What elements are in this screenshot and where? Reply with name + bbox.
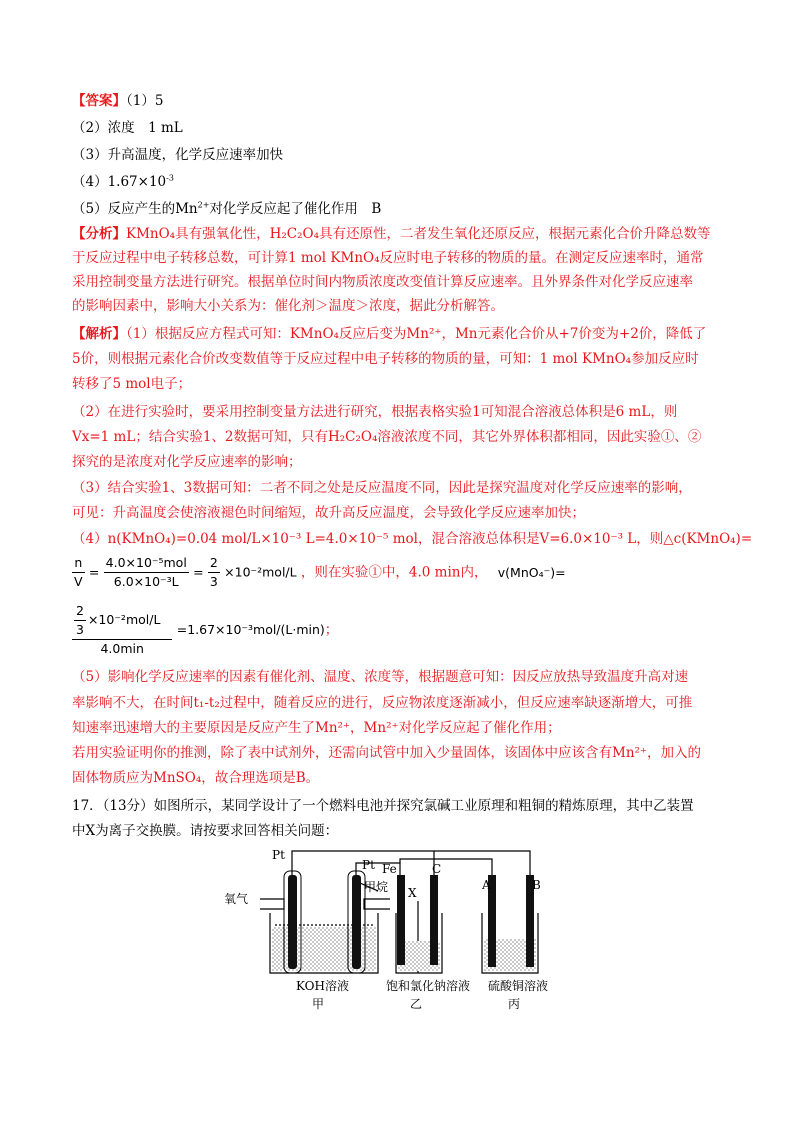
solution-5-line-3: 知速率迅速增大的主要原因是反应产生了Mn²⁺，Mn²⁺对化学反应起了催化作用； (72, 720, 561, 736)
solution-2-line-1: （2）在进行实验时，要采用控制变量方法进行研究，根据表格实验1可知混合溶液总体积是6 mL，则 (72, 404, 678, 420)
label-nacl-solution: 饱和氯化钠溶液 (386, 979, 471, 993)
wire-fe-to-a (400, 859, 492, 875)
answer-line-2: （2）浓度 1 mL (72, 120, 183, 136)
solution-2-line-2: Vx=1 mL；结合实验1、2数据可知，只有H₂C₂O₄溶液浓度不同，其它外界体积都相同，因此实验①、② (72, 429, 702, 445)
label-fe: Fe (382, 862, 397, 876)
electrochemistry-apparatus-figure (220, 845, 580, 1015)
label-pt-1: Pt (272, 848, 285, 862)
wire-c-to-b (434, 851, 530, 875)
label-cell-bing: 丙 (508, 997, 521, 1011)
c-electrode (430, 875, 438, 965)
analysis-line-3: 采用控制变量方法进行研究。根据单位时间内物质浓度改变值计算反应速率。且外界条件对化学反应速率 (72, 274, 693, 290)
solution-1-line-3: 转移了5 mol电子； (72, 376, 192, 392)
label-methane: 甲烷 (364, 880, 389, 894)
solution-2-line-3: 探究的是浓度对化学反应速率的影响； (72, 454, 302, 470)
solution-5-line-5: 固体物质应为MnSO₄，故合理选项是B。 (72, 770, 320, 786)
formula-line-1: $\frac{n}{V}$ = $\frac{\text{4.0×10⁻⁵mol}}{\text{6.0×10⁻³L}}$ = $\frac{2}{3}$ ×10⁻²mol/L ，则在实验①中，4.0 min内， v(MnO₄⁻)= (74, 555, 566, 589)
solution-5-line-1: （5）影响化学反应速率的因素有催化剂、温度、浓度等，根据题意可知：因反应放热导致温度升高对速 (72, 669, 689, 685)
pt-electrode-right (352, 875, 361, 969)
solution-3-line-2: 可见：升高温度会使溶液褪色时间缩短，故升高反应温度，会导致化学反应速率加快； (72, 505, 585, 521)
fraction-two-thirds: $\frac{2}{3}$ (209, 555, 218, 589)
solution-4-line-1: （4）n(KMnO₄)=0.04 mol/L×10⁻³ L=4.0×10⁻⁵ mol，混合溶液总体积是V=6.0×10⁻³ L，则△c(KMnO₄)= (72, 531, 753, 547)
methane-inlet (364, 899, 390, 909)
solution-5-line-4: 若用实验证明你的推测，除了表中试剂外，还需向试管中加入少量固体，该固体中应该含有Mn²⁺，加入的 (72, 745, 702, 761)
label-cell-jia: 甲 (312, 997, 325, 1011)
answer-line-3: （3）升高温度，化学反应速率加快 (72, 147, 284, 163)
question-17-line-1: 17．（13分）如图所示，某同学设计了一个燃料电池并探究氯碱工业原理和粗铜的精炼原理，其中乙装置 (72, 798, 694, 814)
solution-3-line-1: （3）结合实验1、3数据可知：二者不同之处是反应温度不同，因此是探究温度对化学反应速率的影响， (72, 480, 692, 496)
label-cuso4-solution: 硫酸铜溶液 (488, 979, 549, 993)
solution-1-line-2: 5价，则根据元素化合价改变数值等于反应过程中电子转移的物质的量，可知：1 mol KMnO₄参加反应时 (72, 351, 699, 367)
pt-electrode-left (288, 875, 297, 969)
formula-line-2: $\frac{2}{3}$ ×10⁻²mol/L 4.0min =1.67×10⁻³mol/(L·min)； (72, 602, 338, 658)
label-a: A (482, 878, 491, 892)
label-koh-solution: KOH溶液 (296, 979, 349, 993)
fraction-moles-over-volume: $\frac{\text{4.0×10⁻⁵mol}}{\text{6.0×10⁻³L}}$ (105, 555, 187, 589)
analysis-line-1: 【分析】KMnO₄具有强氧化性，H₂C₂O₄具有还原性，二者发生氧化还原反应，根据元素化合价升降总数等 (72, 226, 711, 242)
fraction-n-over-v: $\frac{n}{V}$ (74, 555, 83, 589)
label-pt-2: Pt (362, 858, 375, 872)
solution-5-line-2: 率影响不大，在时间t₁-t₂过程中，随着反应的进行，反应物浓度逐渐减小，但反应速率缺逐渐增大，可推 (72, 695, 693, 711)
oxygen-inlet (260, 899, 284, 909)
label-b: B (532, 878, 541, 892)
answer-line-1: 【答案】（1）5 (72, 93, 164, 109)
fe-electrode (397, 875, 405, 965)
label-x: X (408, 886, 417, 900)
analysis-line-4: 的影响因素中，影响大小关系为：催化剂＞温度＞浓度，据此分析解答。 (72, 298, 504, 314)
label-cell-yi: 乙 (410, 997, 423, 1011)
answer-line-4: $(4)1.67\times 10^{-3}$ (72, 173, 174, 190)
label-oxygen: 氧气 (224, 892, 249, 906)
label-c: C (432, 862, 442, 876)
question-17-line-2: 中X为离子交换膜。请按要求回答相关问题： (72, 823, 339, 839)
analysis-line-2: 于反应过程中电子转移总数，可计算1 mol KMnO₄反应时电子转移的物质的量。在测定反应速率时，通常 (72, 250, 704, 266)
fraction-rate: $\frac{2}{3}$ ×10⁻²mol/L 4.0min (72, 602, 172, 658)
answer-line-5: （5）反应产生的$Mn^{2+}$对化学反应起了催化作用 B (72, 200, 382, 217)
solution-1-line-1: 【解析】（1）根据反应方程式可知：KMnO₄反应后变为Mn²⁺，Mn元素化合价从+7价变为+2价，降低了 (72, 326, 707, 342)
